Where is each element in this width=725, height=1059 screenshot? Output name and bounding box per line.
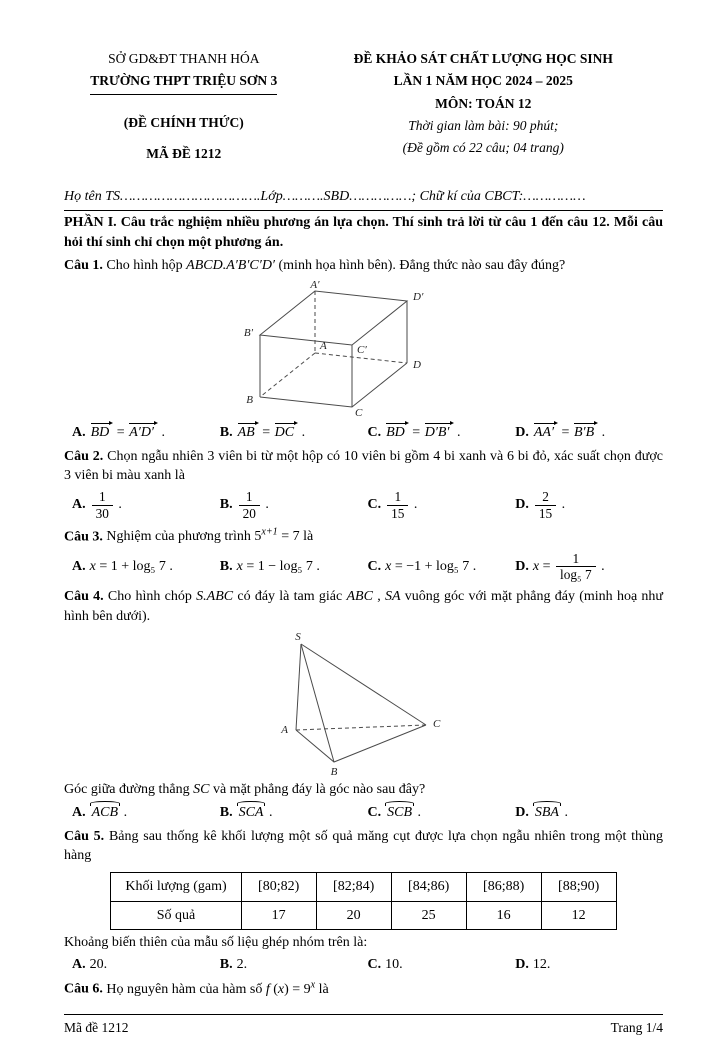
table-cell: 17 [241, 901, 316, 929]
question-1-options [64, 422, 663, 442]
question-4-figure [64, 630, 663, 778]
table-cell: 16 [466, 901, 541, 929]
question-1-stem: Cho hình hộp ABCD.A′B′C′D′ (minh họa hình bên). Đẳng thức nào sau đây đúng? [106, 258, 566, 273]
option-label: A. [72, 957, 86, 973]
question-5-option-a [72, 955, 220, 974]
option-text: 10. [385, 957, 403, 973]
table-cell: 25 [391, 901, 466, 929]
question-1-option-d [515, 422, 663, 442]
question-3 [64, 526, 663, 584]
exam-title: ĐỀ KHẢO SÁT CHẤT LƯỢNG HỌC SINH [353, 51, 613, 66]
question-5-label: Câu 5. [64, 828, 105, 844]
question-3-option-a [72, 557, 220, 576]
question-3-option-d [515, 550, 663, 584]
option-text: $\frac{1}{20}$ . [237, 497, 269, 512]
option-label: D. [515, 805, 529, 821]
table-data-row [111, 901, 616, 929]
option-label: C. [367, 805, 382, 821]
school-block [64, 48, 304, 165]
option-text: 20. [89, 957, 108, 973]
department-name: SỞ GD&ĐT THANH HÓA [108, 51, 260, 66]
question-6-label: Câu 6. [64, 982, 103, 998]
question-2-option-a [72, 488, 220, 522]
option-text: SCB . [385, 805, 421, 820]
option-label: C. [367, 425, 382, 441]
question-3-label: Câu 3. [64, 529, 103, 545]
vertex-label-b: B [330, 765, 337, 778]
question-4-label: Câu 4. [64, 589, 104, 605]
option-label: C. [367, 558, 382, 574]
question-2-stem: Chọn ngẫu nhiên 3 viên bi từ một hộp có 10 viên bi gồm 4 bi xanh và 6 bi đỏ, xác suất chọn được 3 viên bi màu xanh là [64, 448, 664, 483]
table-cell: Khối lượng (gam) [111, 873, 241, 901]
vertex-label-b: B [245, 394, 253, 407]
question-2-option-c [368, 488, 516, 522]
table-cell: [80;82) [241, 873, 316, 901]
option-label: D. [515, 957, 529, 973]
option-label: C. [367, 957, 382, 973]
question-1-option-a [72, 422, 220, 442]
option-label: D. [515, 497, 529, 513]
option-label: C. [367, 497, 382, 513]
question-3-stem: Nghiệm của phương trình $5^{x+1} = 7$ là [106, 526, 314, 545]
option-label: D. [515, 558, 529, 574]
option-label: D. [515, 425, 529, 441]
question-4-post: Góc giữa đường thẳng SC và mặt phẳng đáy là góc nào sau đây? [64, 781, 426, 797]
vertex-label-a: A [319, 340, 327, 353]
option-label: B. [219, 425, 233, 441]
option-text: BD = D′B′ . [385, 425, 460, 440]
table-cell: [82;84) [316, 873, 391, 901]
question-1-figure [64, 279, 663, 419]
question-3-options [64, 550, 663, 584]
option-text: $\frac{1}{30}$ . [90, 497, 122, 512]
question-2-options [64, 488, 663, 522]
option-label: A. [72, 805, 86, 821]
option-label: B. [219, 805, 233, 821]
option-text: $\frac{2}{15}$ . [533, 497, 565, 512]
page-footer [64, 1014, 663, 1038]
official-exam-label: (ĐỀ CHÍNH THỨC) [123, 114, 244, 130]
option-label: A. [72, 558, 86, 574]
footer-exam-code: Mã đề 1212 [64, 1019, 129, 1035]
option-label: A. [72, 497, 86, 513]
table-cell: [86;88) [466, 873, 541, 901]
question-5-stem: Bảng sau thống kê khối lượng một số quả măng cụt được lựa chọn ngẫu nhiên trong một thùng hàng [64, 828, 664, 863]
exam-code: MÃ ĐỀ 1212 [146, 145, 222, 161]
question-4-option-b [220, 802, 368, 822]
question-5 [64, 827, 663, 975]
student-info-line: Họ tên TS…………………………….Lớp……….SBD……………; Chữ kí của CBCT:…………… [64, 189, 586, 205]
question-5-options [64, 955, 663, 974]
vertex-label-c: C [354, 407, 362, 420]
table-header-row [111, 873, 616, 901]
vertex-label-a-prime: A′ [309, 279, 320, 292]
question-5-option-d [515, 955, 663, 974]
mass-frequency-table [110, 872, 616, 930]
question-1 [64, 256, 663, 443]
table-cell: 20 [316, 901, 391, 929]
option-text: BD = A′D′ . [90, 425, 165, 440]
question-6-stem: Họ nguyên hàm của hàm số f $(x) = 9^x$ là [106, 979, 329, 998]
table-cell: [88;90) [541, 873, 616, 901]
option-text: SCA . [237, 805, 273, 820]
question-1-option-b [220, 422, 368, 442]
question-4 [64, 587, 663, 822]
vertex-label-a: A [280, 723, 288, 736]
option-text: x = $\frac{1}{\text{log₅ 7}}$ . [532, 550, 605, 583]
table-cell: Số quả [111, 901, 241, 929]
option-text: SBA . [533, 805, 568, 820]
option-text: x = 1 + log₅ 7 . [89, 558, 173, 574]
footer-page-number: Trang 1/4 [610, 1019, 663, 1035]
question-2-option-d [515, 488, 663, 522]
vertex-label-c: C [432, 717, 440, 730]
exam-subject: MÔN: TOÁN 12 [435, 95, 532, 111]
question-4-stem: Cho hình chóp S.ABC có đáy là tam giác ABC , SA vuông góc với mặt phẳng đáy (minh hoạ như hình bên dưới). [64, 589, 664, 624]
option-text: x = 1 − log₅ 7 . [236, 558, 320, 574]
vertex-label-s: S [294, 630, 301, 643]
box-figure-svg [244, 279, 484, 419]
vertex-label-c-prime: C′ [356, 344, 367, 357]
exam-title-block [304, 48, 663, 159]
question-4-option-d [515, 802, 663, 822]
part1-title: PHẦN I. Câu trắc nghiệm nhiều phương án lựa chọn. Thí sinh trả lời từ câu 1 đến câu 12. Mỗi câu hỏi thí sinh chỉ chọn một phương án. [64, 210, 663, 252]
option-text: AA′ = B′B . [533, 425, 605, 440]
vertex-label-d-prime: D′ [412, 291, 423, 304]
option-text: 2. [236, 957, 248, 973]
question-2-label: Câu 2. [64, 448, 104, 464]
question-5-post: Khoảng biến thiên của mẫu số liệu ghép nhóm trên là: [64, 934, 368, 950]
vertex-label-b-prime: B′ [243, 327, 253, 340]
exam-header [64, 48, 663, 165]
option-text: 12. [532, 957, 551, 973]
question-2 [64, 447, 663, 522]
option-label: B. [219, 497, 233, 513]
option-label: B. [219, 558, 233, 574]
option-text: AB = DC . [237, 425, 305, 440]
question-3-option-b [220, 557, 368, 576]
question-2-option-b [220, 488, 368, 522]
option-label: B. [219, 957, 233, 973]
question-1-option-c [368, 422, 516, 442]
question-4-option-a [72, 802, 220, 822]
question-4-option-c [368, 802, 516, 822]
exam-pages-note: (Đề gồm có 22 câu; 04 trang) [402, 140, 564, 156]
question-3-option-c [368, 557, 516, 576]
option-text: x = −1 + log₅ 7 . [385, 558, 477, 574]
vertex-label-d: D [412, 359, 421, 372]
table-cell: 12 [541, 901, 616, 929]
question-6 [64, 978, 663, 999]
option-text: ACB . [90, 805, 127, 820]
question-5-option-c [368, 955, 516, 974]
question-5-option-b [220, 955, 368, 974]
exam-round: LẦN 1 NĂM HỌC 2024 – 2025 [393, 73, 573, 89]
pyramid-figure-svg [274, 630, 454, 778]
exam-duration: Thời gian làm bài: 90 phút; [408, 117, 559, 133]
question-1-label: Câu 1. [64, 258, 103, 273]
school-name: TRƯỜNG THPT TRIỆU SƠN 3 [90, 70, 277, 94]
option-label: A. [72, 425, 86, 441]
table-cell: [84;86) [391, 873, 466, 901]
question-4-options [64, 802, 663, 822]
option-text: $\frac{1}{15}$ . [385, 497, 417, 512]
